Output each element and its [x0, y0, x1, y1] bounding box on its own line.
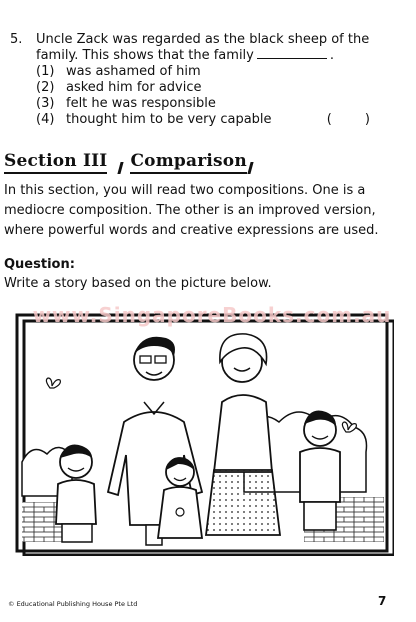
intro-line-1: In this section, you will read two compositions. One is a: [4, 183, 366, 198]
intro-line-2: mediocre composition. The other is an improved version,: [4, 203, 376, 218]
option-4: [36, 112, 370, 128]
section-intro: [4, 181, 400, 241]
option-number: (2): [36, 80, 55, 95]
heading-tick-mark: [118, 162, 124, 174]
heading-tick-mark: [247, 162, 253, 174]
option-number: (4): [36, 112, 55, 127]
option-number: (3): [36, 96, 55, 111]
section-heading: [4, 148, 252, 174]
answer-blank: [257, 48, 327, 59]
option-2: [36, 80, 370, 96]
question-heading: Question:: [4, 257, 75, 272]
question-stem-end: .: [329, 48, 334, 63]
watermark: www.SingaporeBooks.com.au: [32, 303, 392, 327]
section-number: Section III: [4, 151, 107, 174]
page-number: 7: [378, 594, 387, 608]
option-text: felt he was responsible: [66, 96, 216, 111]
question-number: 5.: [10, 32, 23, 47]
option-list: [36, 64, 370, 128]
boy-figure: [300, 411, 340, 531]
question-text: Write a story based on the picture below.: [4, 276, 272, 291]
small-boy-figure: [56, 445, 96, 543]
intro-line-3: where powerful words and creative expressions are used.: [4, 223, 379, 238]
option-text: asked him for advice: [66, 80, 202, 95]
option-3: [36, 96, 370, 112]
question-stem-line-2: family. This shows that the family: [36, 48, 254, 63]
publisher-credit: © Educational Publishing House Pte Ltd: [8, 600, 138, 608]
question-5: [10, 32, 370, 128]
option-text: thought him to be very capable: [66, 112, 272, 127]
option-text: was ashamed of him: [66, 64, 201, 79]
section-title: Comparison: [130, 151, 246, 174]
answer-bracket: ( ): [326, 112, 370, 127]
option-number: (1): [36, 64, 55, 79]
option-1: [36, 64, 370, 80]
family-illustration: [14, 312, 394, 556]
question-stem-line-1: Uncle Zack was regarded as the black sheep of the: [36, 32, 370, 47]
